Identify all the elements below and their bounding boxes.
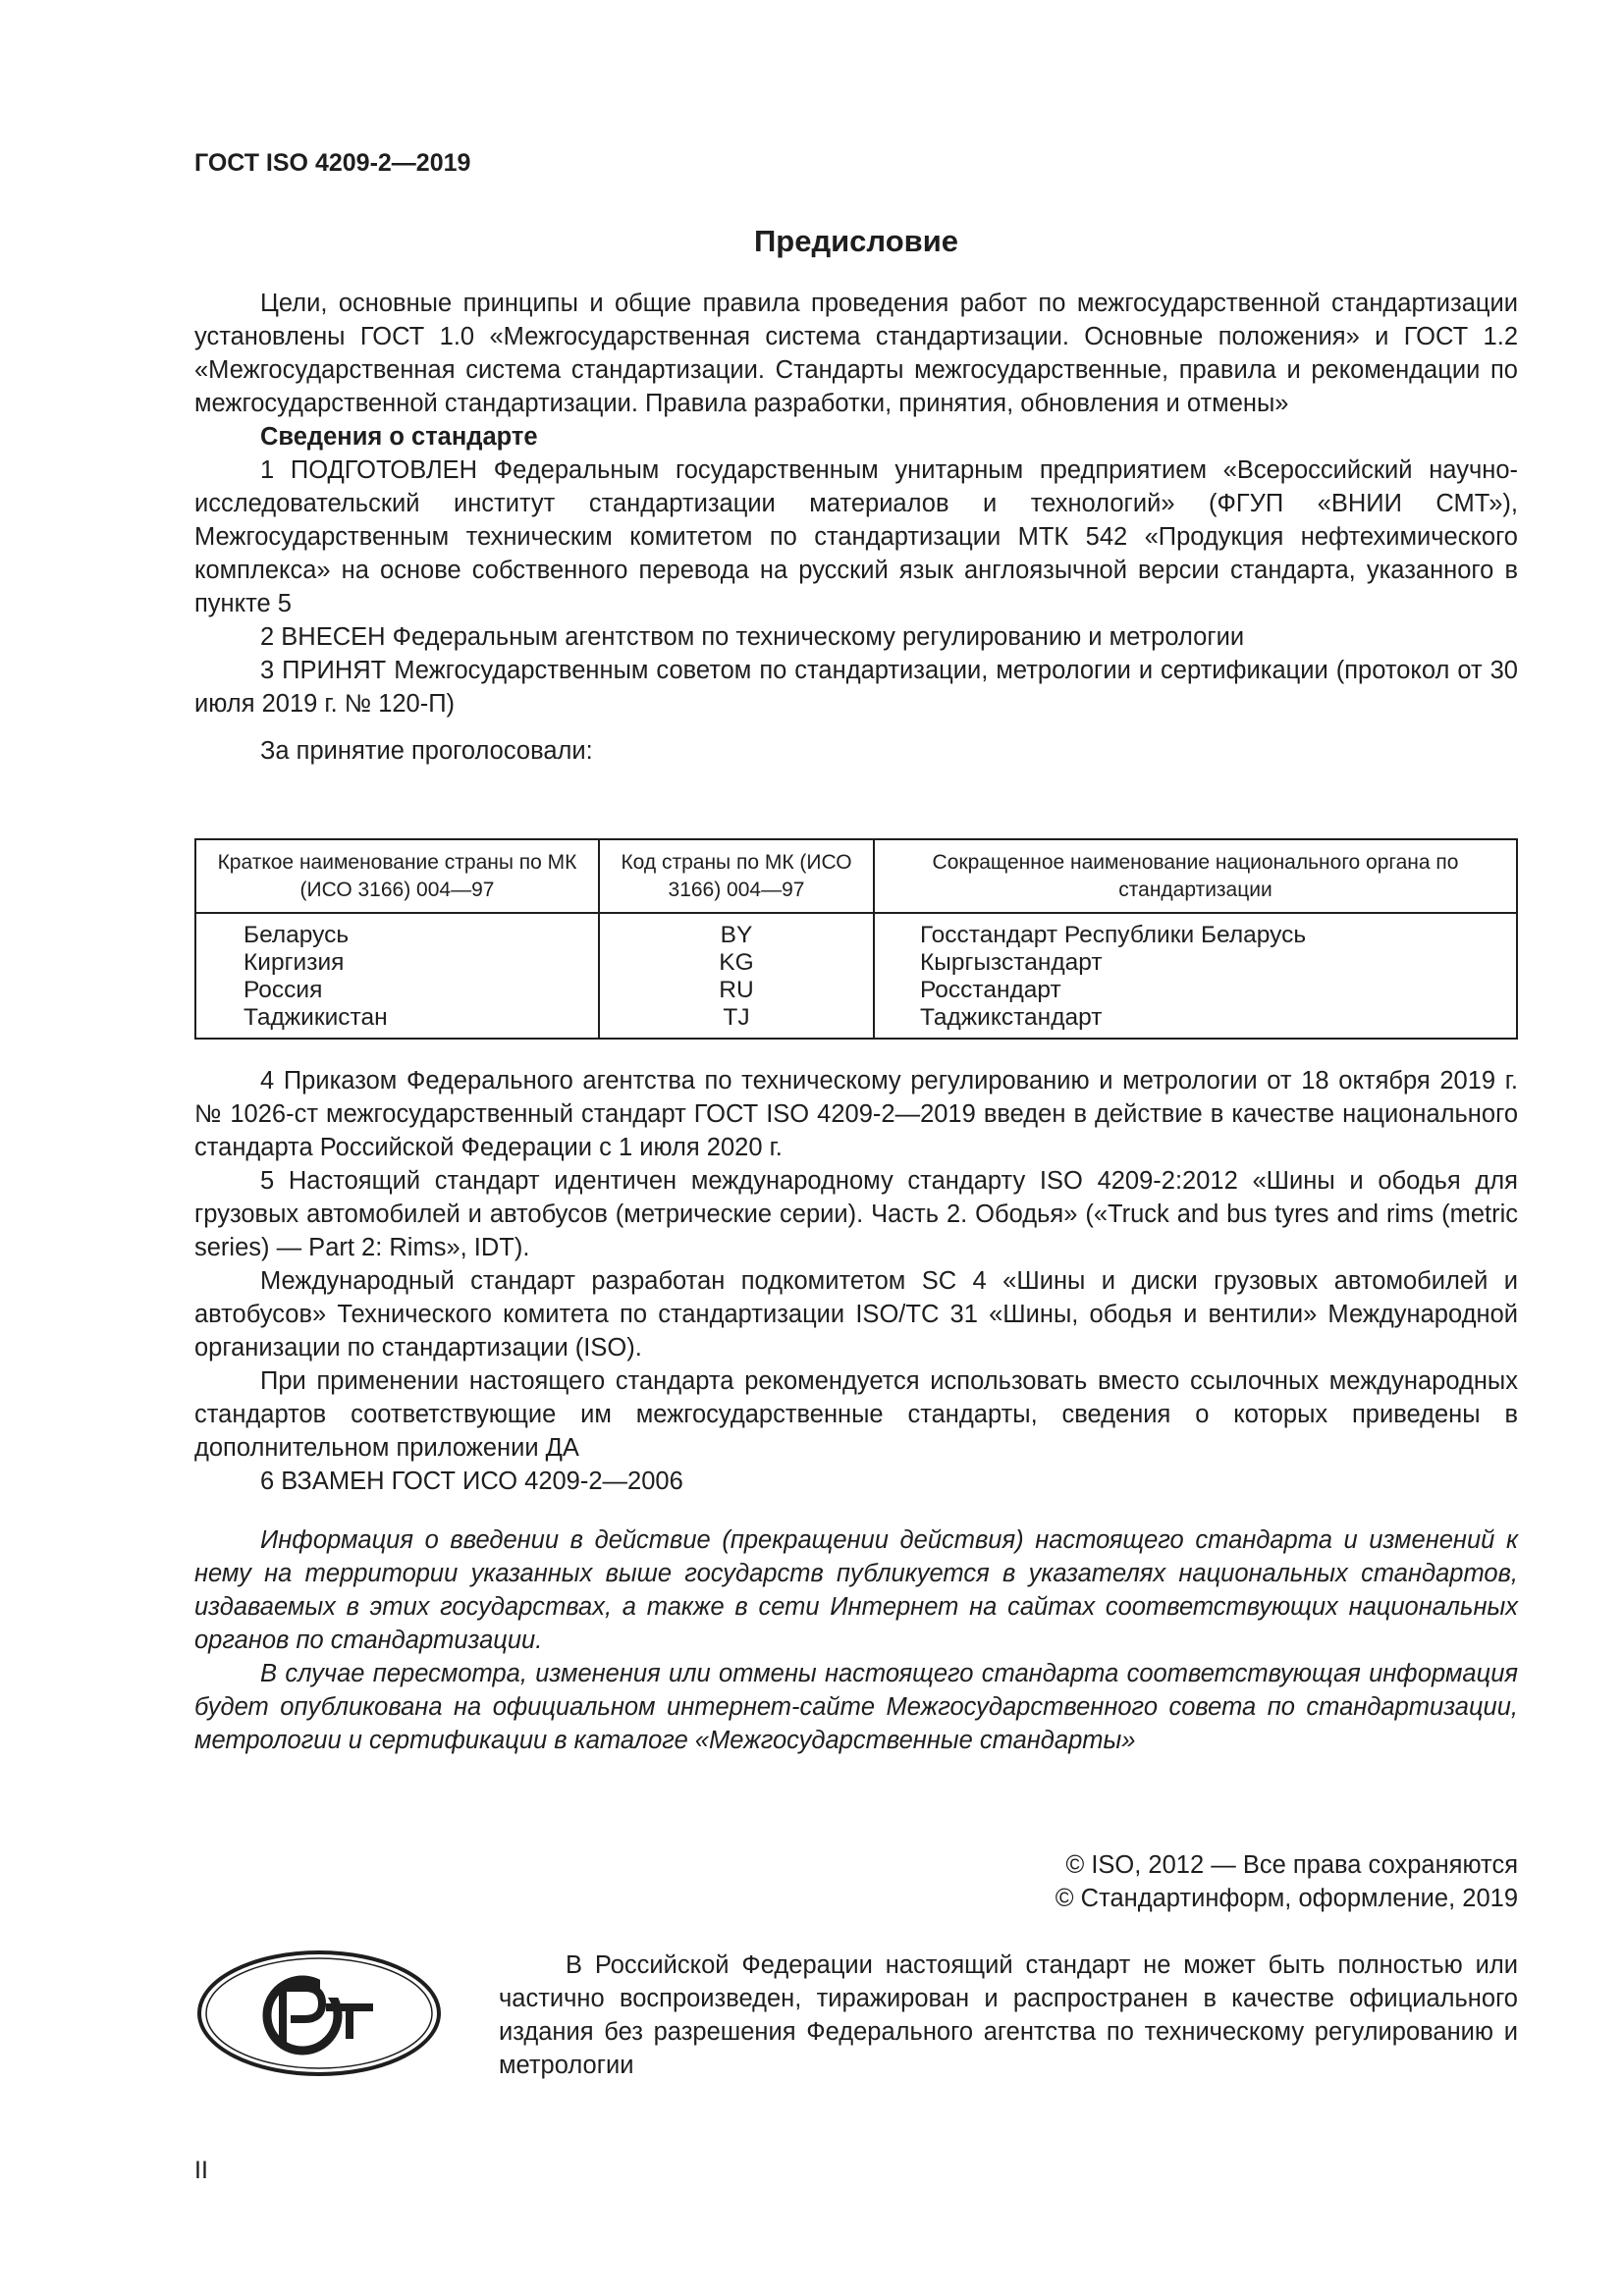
table-row xyxy=(195,913,1517,949)
item-2-paragraph: 2 ВНЕСЕН Федеральным агентством по техническому регулированию и метрологии xyxy=(260,623,1245,651)
item-3-paragraph: 3 ПРИНЯТ Межгосударственным советом по стандартизации, метрологии и сертификации (протокол от 30 июля 2019 г. № 120-П) xyxy=(194,657,1518,718)
pct-mark-logo-icon xyxy=(196,1949,442,2078)
revision-notice: В случае пересмотра, изменения или отмены настоящего стандарта соответствующая информация будет опубликована на официальном интернет-сайте Межгосударственного совета по стандартизации, метрологии и сертификации в каталоге «Межгосударственные стандарты» xyxy=(194,1660,1518,1754)
national-body-cell: Госстандарт Республики Беларусь xyxy=(874,913,1517,949)
item-1-paragraph: 1 ПОДГОТОВЛЕН Федеральным государственным унитарным предприятием «Всероссийский научно-исследовательский институт стандартизации материалов и технологий» (ФГУП «ВНИИ СМТ»), Межгосударственным техническим комитетом по стандартизации МТК 542 «Продукция нефтехимического комплекса» на основе собственного перевода на русский язык англоязычной версии стандарта, указанного в пункте 5 xyxy=(194,456,1518,617)
country-name-cell: Беларусь xyxy=(244,922,350,948)
country-name-cell: Киргизия xyxy=(244,949,345,976)
item-5-paragraph: 5 Настоящий стандарт идентичен международному стандарту ISO 4209-2:2012 «Шины и ободья для грузовых автомобилей и автобусов (метрические серии). Часть 2. Ободья» («Truck and bus tyres and rims (metric series) — Part 2: Rims», IDT). xyxy=(194,1167,1518,1261)
column-header: Краткое наименование страны по МК (ИСО 3166) 004—97 xyxy=(195,839,599,913)
table-row xyxy=(195,977,1517,1004)
country-code-cell: KG xyxy=(599,949,874,977)
item-6-paragraph: 6 ВЗАМЕН ГОСТ ИСО 4209-2—2006 xyxy=(260,1468,683,1495)
table-row xyxy=(195,949,1517,977)
rf-reproduction-notice xyxy=(499,1949,1518,2082)
national-body-cell: Росстандарт xyxy=(874,977,1517,1004)
vote-intro: За принятие проголосовали: xyxy=(260,737,593,765)
rf-notice-paragraph: В Российской Федерации настоящий стандарт не может быть полностью или частично воспроизведен, тиражирован и распространен в качестве официального издания без разрешения Федерального агентства по техническому регулированию и метрологии xyxy=(499,1951,1518,2079)
publication-notice: Информация о введении в действие (прекращении действия) настоящего стандарта и изменений к нему на территории указанных выше государств публикуется в указателях национальных стандартов, издаваемых в этих государствах, а также в сети Интернет на сайтах соответствующих национальных органов по стандартизации. xyxy=(194,1526,1518,1654)
foreword-text-block xyxy=(194,287,1518,768)
country-code-cell: RU xyxy=(599,977,874,1004)
iso-copyright: © ISO, 2012 — Все права сохраняются xyxy=(1065,1851,1518,1879)
intro-paragraph: Цели, основные принципы и общие правила проведения работ по межгосударственной стандартизации установлены ГОСТ 1.0 «Межгосударственная система стандартизации. Основные положения» и ГОСТ 1.2 «Межгосударственная система стандартизации. Стандарты межгосударственные, правила и рекомендации по межгосударственной стандартизации. Правила разработки, принятия, обновления и отмены» xyxy=(194,290,1518,417)
standartinform-copyright: © Стандартинформ, оформление, 2019 xyxy=(1055,1885,1518,1912)
item-4-paragraph: 4 Приказом Федерального агентства по техническому регулированию и метрологии от 18 октября 2019 г. № 1026-ст межгосударственный стандарт ГОСТ ISO 4209-2—2019 введен в действие в качестве национального стандарта Российской Федерации с 1 июля 2020 г. xyxy=(194,1067,1518,1161)
table-row xyxy=(195,1004,1517,1039)
notice-text-block xyxy=(194,1523,1518,1757)
table-header-row xyxy=(195,839,1517,913)
column-header: Код страны по МК (ИСО 3166) 004—97 xyxy=(599,839,874,913)
column-header: Сокращенное наименование национального органа по стандартизации xyxy=(874,839,1517,913)
page-number: II xyxy=(194,2157,208,2184)
item-5-usage-paragraph: При применении настоящего стандарта рекомендуется использовать вместо ссылочных международных стандартов соответствующие им межгосударственные стандарты, сведения о которых приведены в дополнительном приложении ДА xyxy=(194,1367,1518,1462)
item-5-developer-paragraph: Международный стандарт разработан подкомитетом SC 4 «Шины и диски грузовых автомобилей и автобусов» Технического комитета по стандартизации ISO/TC 31 «Шины, ободья и вентили» Международной организации по стандартизации (ISO). xyxy=(194,1267,1518,1362)
national-body-cell: Таджикстандарт xyxy=(874,1004,1517,1039)
country-name-cell: Россия xyxy=(244,977,323,1003)
document-code-header: ГОСТ ISO 4209-2—2019 xyxy=(194,149,471,177)
national-body-cell: Кыргызстандарт xyxy=(874,949,1517,977)
country-name-cell: Таджикистан xyxy=(244,1004,388,1031)
page-title: Предисловие xyxy=(753,224,958,258)
country-code-cell: BY xyxy=(599,913,874,949)
section-heading: Сведения о стандарте xyxy=(260,423,538,451)
standard-info-text-block xyxy=(194,1064,1518,1498)
country-code-cell: TJ xyxy=(599,1004,874,1039)
vote-table xyxy=(194,838,1518,1040)
